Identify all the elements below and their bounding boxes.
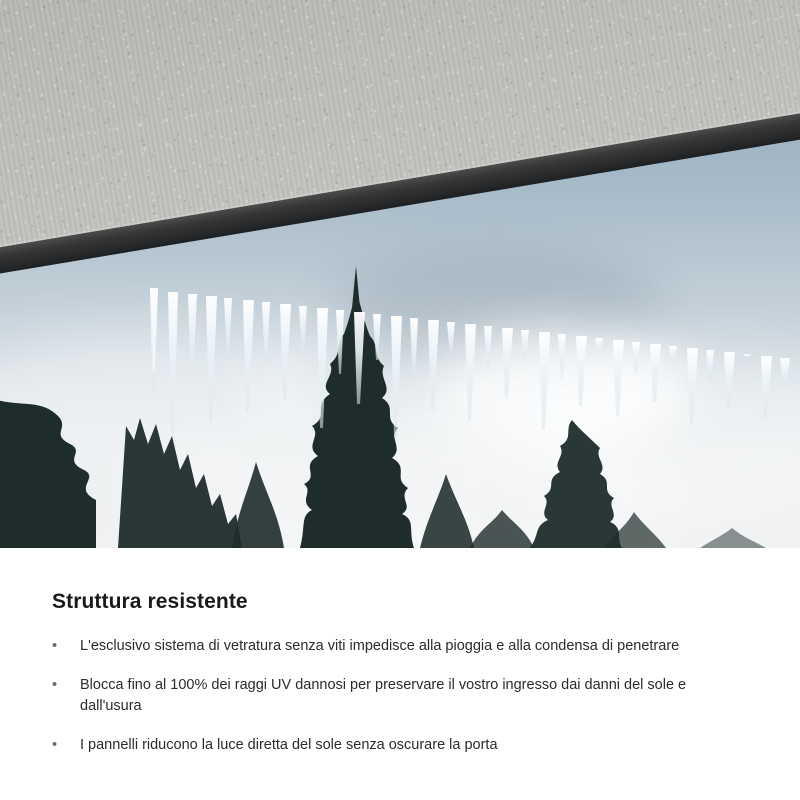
bullet-marker: • xyxy=(52,677,58,694)
list-item xyxy=(52,735,748,756)
list-item-label: I pannelli riducono la luce diretta del sole senza oscurare la porta xyxy=(80,737,498,754)
feature-text-block xyxy=(0,548,800,800)
list-item-label: L'esclusivo sistema di vetratura senza viti impedisce alla pioggia e alla condensa di penetrare xyxy=(80,638,680,654)
bullet-marker: • xyxy=(52,638,58,654)
list-item xyxy=(52,675,748,717)
conifer-tree-line xyxy=(0,248,800,548)
page-title: Struttura resistente xyxy=(52,590,248,613)
feature-bullet-list xyxy=(52,636,748,756)
list-item xyxy=(52,636,748,657)
bullet-marker: • xyxy=(52,737,58,754)
list-item-label: Blocca fino al 100% dei raggi UV dannosi per preservare il vostro ingresso dai danni del sole e dall'usura xyxy=(80,677,687,715)
